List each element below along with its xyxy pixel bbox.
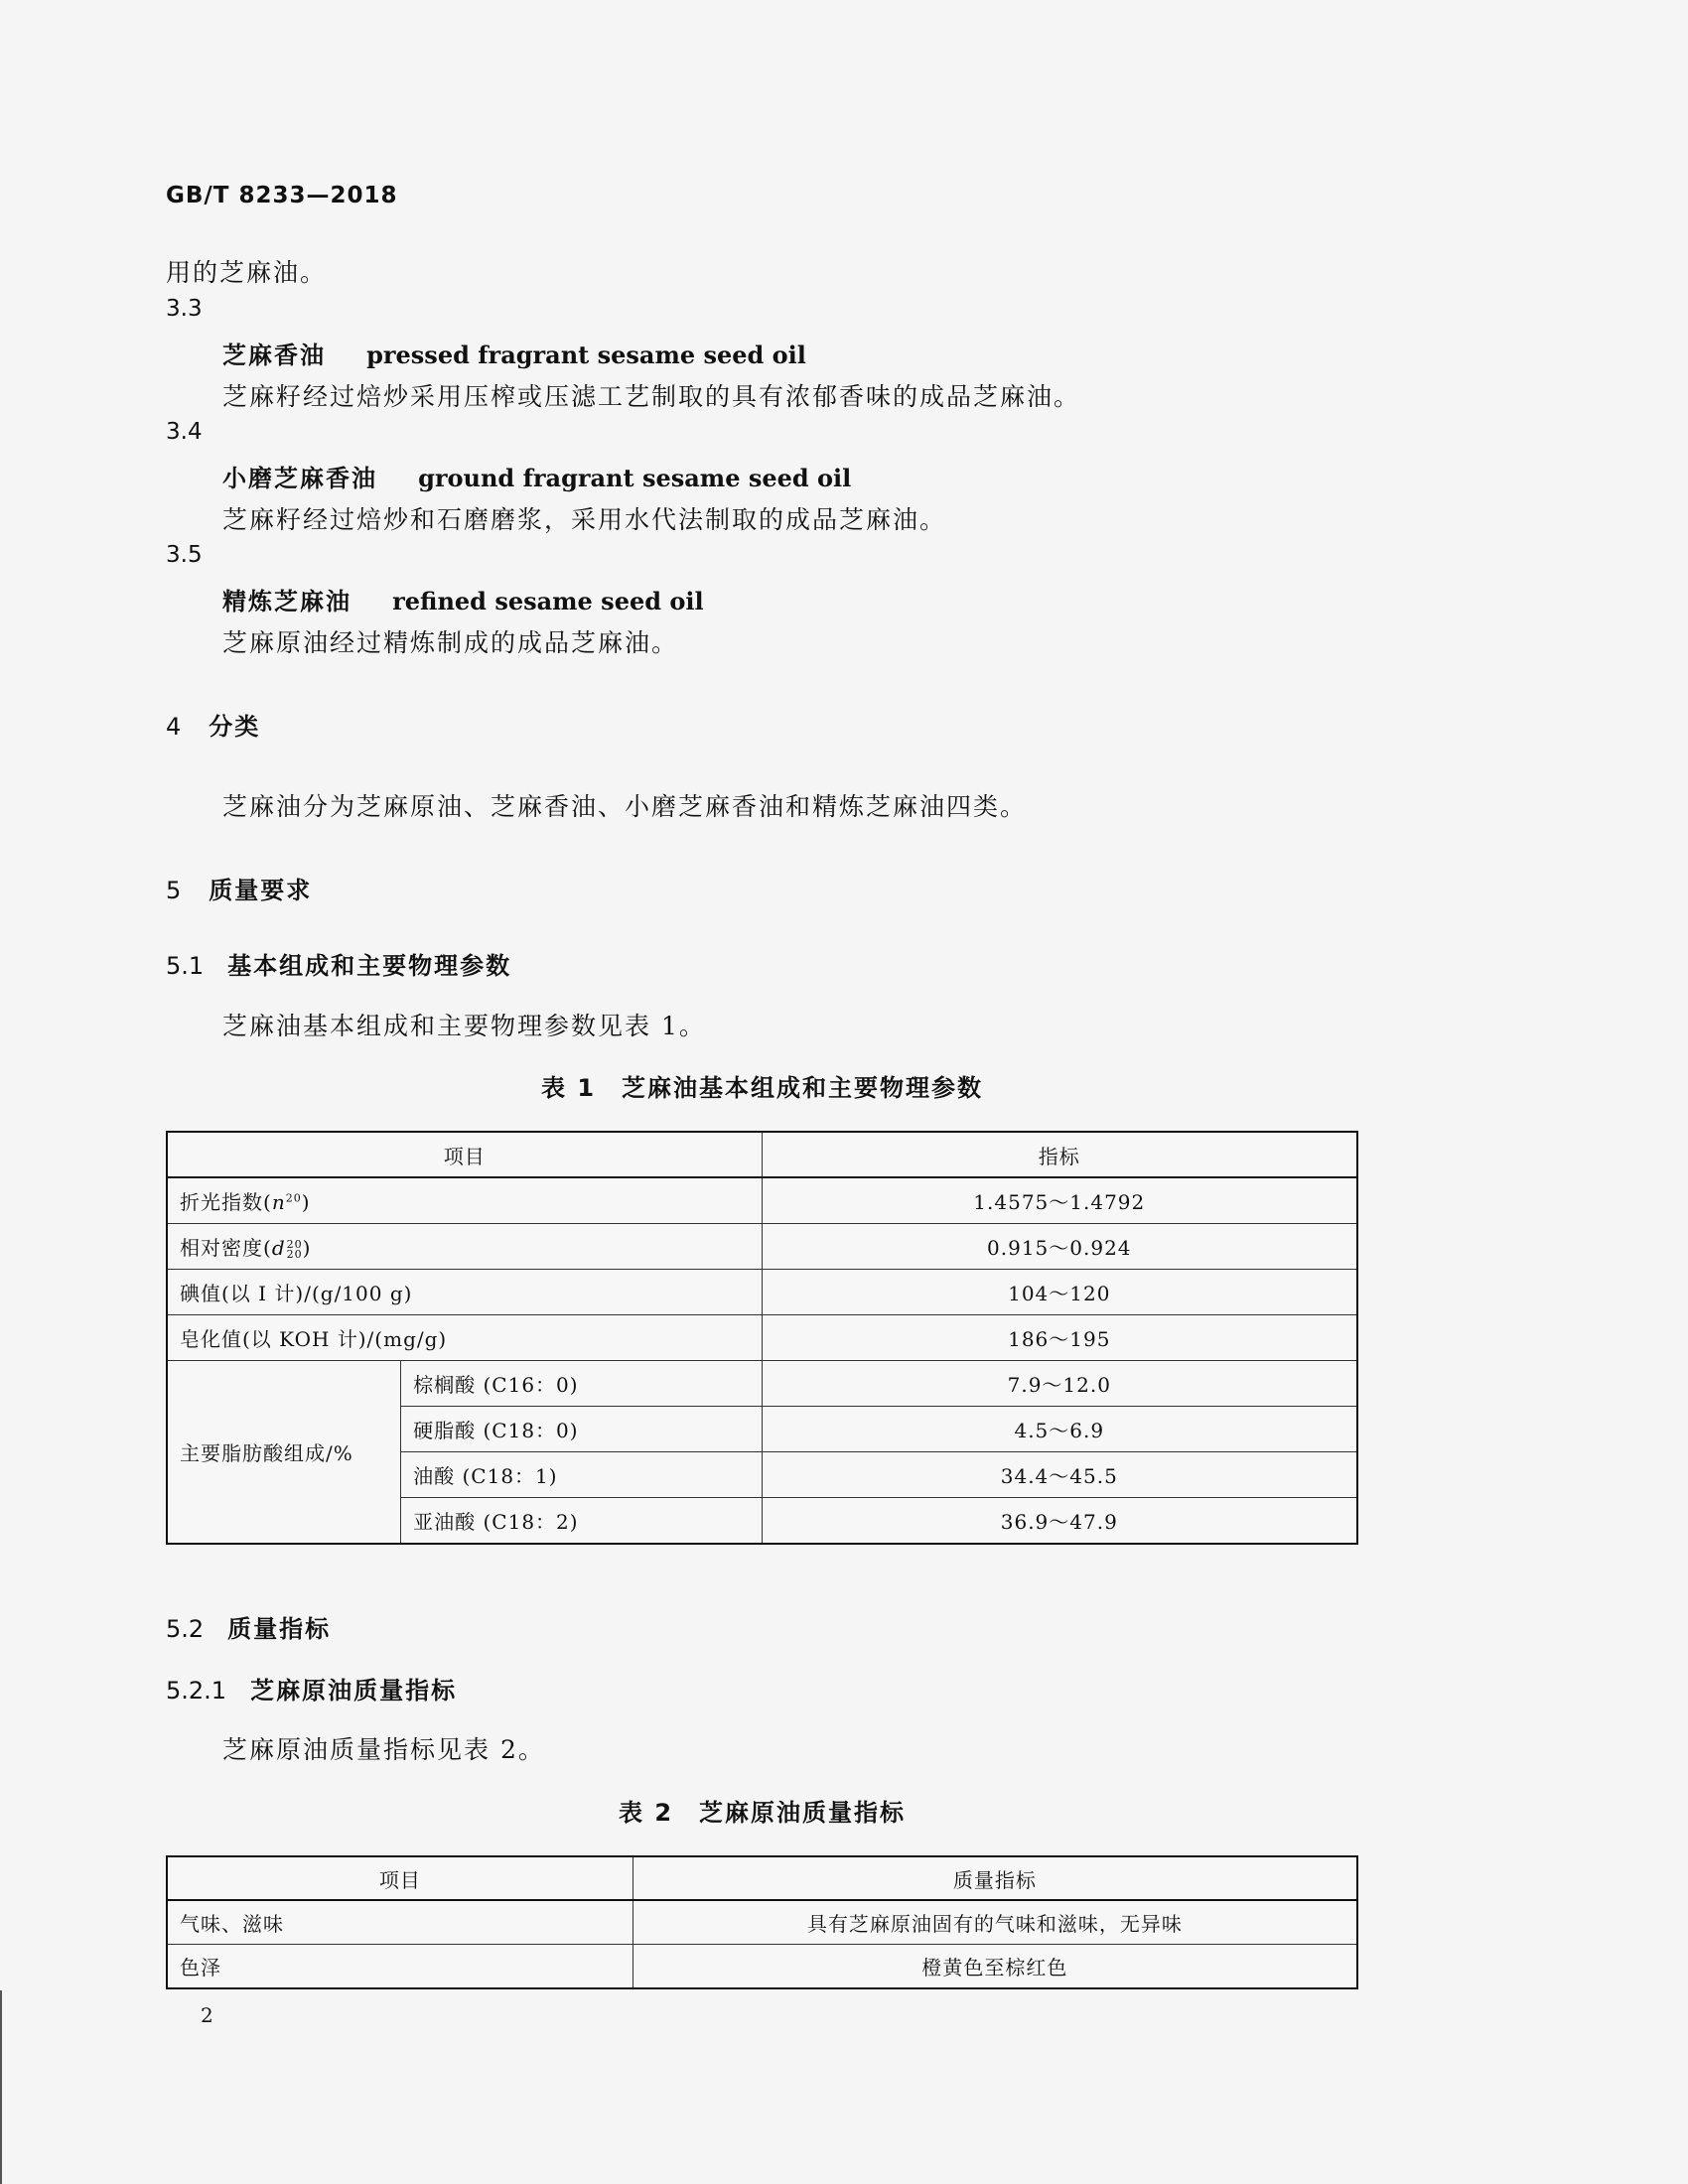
- table-row: [167, 1900, 1357, 1945]
- section-title: 分类: [209, 713, 261, 741]
- table-header-row: [167, 1856, 1357, 1900]
- fatty-acid-name: 硬脂酸 (C18：0): [401, 1407, 762, 1452]
- section-number: 5.1: [166, 952, 205, 980]
- item-cell: 折光指数$(n^{20})$: [167, 1177, 762, 1224]
- continuation-text: 用的芝麻油。: [166, 258, 328, 287]
- item-cell: 碘值(以 I 计)/(g/100 g): [167, 1270, 762, 1315]
- value-cell: 7.9～12.0: [762, 1361, 1357, 1407]
- value-cell: 104～120: [762, 1270, 1357, 1315]
- value-cell: 具有芝麻原油固有的气味和滋味，无异味: [633, 1900, 1357, 1945]
- standard-id: GB/T 8233—2018: [166, 183, 398, 208]
- section-number: 5: [166, 877, 182, 904]
- subsection-heading: [166, 946, 511, 981]
- value-cell: 36.9～47.9: [762, 1498, 1357, 1545]
- term-heading: [222, 459, 851, 493]
- column-header: 项目: [167, 1132, 762, 1177]
- term-english: refined sesame seed oil: [392, 587, 704, 615]
- section-heading: [166, 871, 312, 905]
- section-title: 质量要求: [209, 877, 313, 904]
- item-cell: 气味、滋味: [167, 1900, 633, 1945]
- term-english: pressed fragrant sesame seed oil: [366, 341, 806, 369]
- item-cell: 皂化值(以 KOH 计)/(mg/g): [167, 1315, 762, 1361]
- table-row: [167, 1945, 1357, 1989]
- paragraph: 芝麻油基本组成和主要物理参数见表 1。: [222, 1012, 706, 1040]
- value-cell: 1.4575～1.4792: [762, 1177, 1357, 1224]
- section-number: 5.2.1: [166, 1677, 227, 1705]
- crude-oil-quality-table: [166, 1855, 1358, 1989]
- subsection-heading: [166, 1671, 457, 1706]
- term-number: 3.3: [166, 296, 203, 322]
- section-title: 芝麻原油质量指标: [250, 1677, 458, 1705]
- value-cell: 186～195: [762, 1315, 1357, 1361]
- term-definition: 芝麻籽经过焙炒采用压榨或压滤工艺制取的具有浓郁香味的成品芝麻油。: [222, 382, 1081, 411]
- section-heading: [166, 707, 260, 742]
- fatty-acid-name: 亚油酸 (C18：2): [401, 1498, 762, 1545]
- term-definition: 芝麻原油经过精炼制成的成品芝麻油。: [222, 628, 679, 657]
- value-cell: 34.4～45.5: [762, 1452, 1357, 1498]
- column-header: 指标: [762, 1132, 1357, 1177]
- fatty-acid-group-cell: 主要脂肪酸组成/%: [167, 1361, 401, 1545]
- term-number: 3.5: [166, 542, 203, 568]
- paragraph: 芝麻油分为芝麻原油、芝麻香油、小磨芝麻香油和精炼芝麻油四类。: [222, 792, 1028, 821]
- physical-parameters-table: [166, 1131, 1358, 1545]
- term-chinese: 芝麻香油: [222, 341, 326, 369]
- term-chinese: 小磨芝麻香油: [222, 465, 377, 492]
- section-number: 5.2: [166, 1615, 205, 1643]
- paragraph: 芝麻原油质量指标见表 2。: [222, 1735, 545, 1764]
- fatty-acid-name: 棕榈酸 (C16：0): [401, 1361, 762, 1407]
- column-header: 项目: [167, 1856, 633, 1900]
- table-row: [167, 1177, 1357, 1224]
- table-row: [167, 1361, 1357, 1407]
- table-caption: 表 1 芝麻油基本组成和主要物理参数: [540, 1074, 984, 1102]
- value-cell: 4.5～6.9: [762, 1407, 1357, 1452]
- section-title: 基本组成和主要物理参数: [227, 952, 512, 980]
- subsection-heading: [166, 1609, 331, 1644]
- section-title: 质量指标: [227, 1615, 332, 1643]
- table-header-row: [167, 1132, 1357, 1177]
- table-row: [167, 1224, 1357, 1270]
- page-number: 2: [201, 2003, 213, 2027]
- term-heading: [222, 336, 806, 370]
- item-cell: 相对密度(d 20 20 ): [167, 1224, 762, 1270]
- table-row: [167, 1270, 1357, 1315]
- term-number: 3.4: [166, 419, 203, 445]
- column-header: 质量指标: [633, 1856, 1357, 1900]
- scan-edge-line: [0, 1990, 2, 2184]
- term-chinese: 精炼芝麻油: [222, 588, 352, 615]
- term-english: ground fragrant sesame seed oil: [418, 464, 852, 492]
- term-definition: 芝麻籽经过焙炒和石磨磨浆，采用水代法制取的成品芝麻油。: [222, 505, 947, 534]
- fatty-acid-name: 油酸 (C18：1): [401, 1452, 762, 1498]
- value-cell: 橙黄色至棕红色: [633, 1945, 1357, 1989]
- section-number: 4: [166, 713, 182, 741]
- term-heading: [222, 582, 704, 616]
- table-row: [167, 1315, 1357, 1361]
- table-caption: 表 2 芝麻原油质量指标: [618, 1799, 907, 1827]
- item-cell: 色泽: [167, 1945, 633, 1989]
- value-cell: 0.915～0.924: [762, 1224, 1357, 1270]
